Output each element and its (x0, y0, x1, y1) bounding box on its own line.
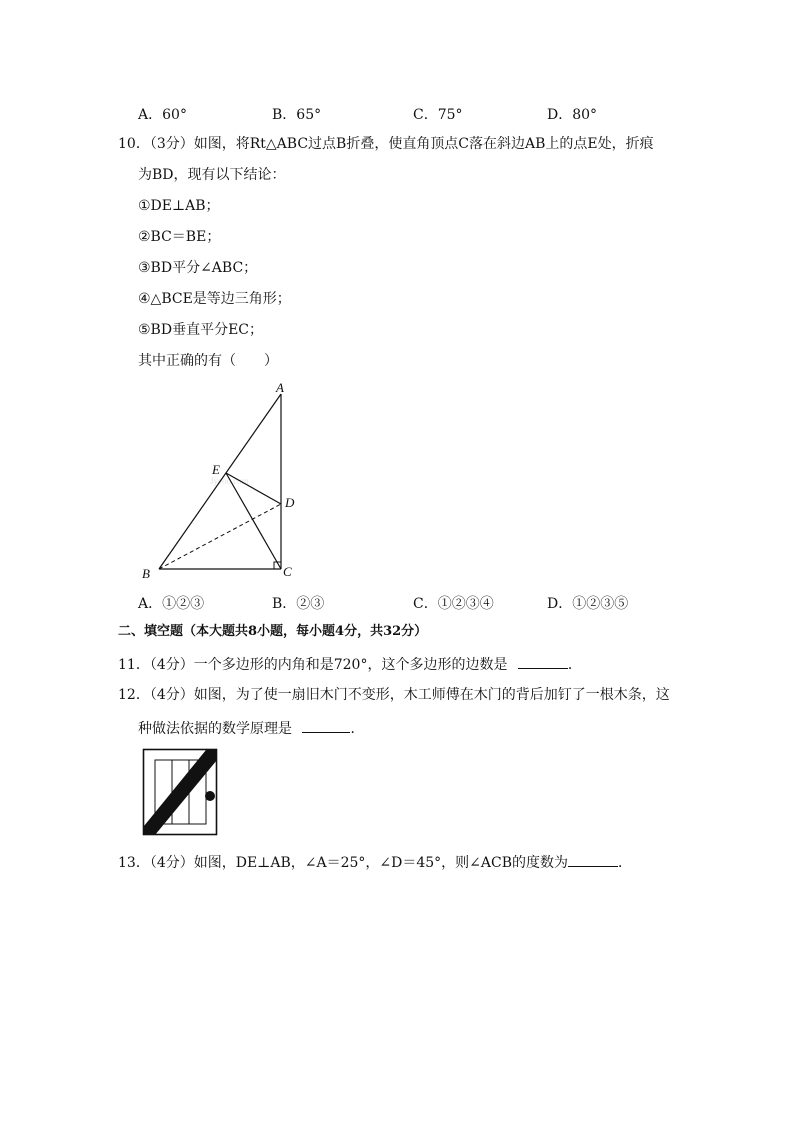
q10-statement-3: ③BD平分∠ABC； (138, 260, 258, 276)
choice-text: 65° (296, 107, 322, 123)
q12-end: ． (350, 721, 365, 737)
choice-letter: D． (547, 107, 573, 123)
q12-line2 (138, 718, 364, 738)
choice-letter: A． (138, 107, 163, 123)
choice-text: ②③ (296, 596, 325, 612)
q10-choices (0, 593, 794, 611)
q9-choices (0, 104, 794, 122)
segment-ec (226, 473, 281, 569)
q9-choice-b (272, 104, 321, 124)
q13-answer-blank[interactable] (568, 852, 618, 867)
q12-door-figure (142, 748, 222, 838)
q13 (118, 852, 632, 872)
q10-choice-c (413, 593, 494, 613)
q12-line1: 12．（4分）如图，为了使一扇旧木门不变形，木工师傅在木门的背后加钉了一根木条，这 (118, 687, 670, 703)
q10-statement-1: ①DE⊥AB； (138, 198, 220, 214)
label-c: C (283, 564, 292, 579)
choice-letter: C． (413, 107, 438, 123)
q11-answer-blank[interactable] (518, 654, 568, 669)
choice-text: 75° (437, 107, 463, 123)
q10-statement-2: ②BC＝BE； (138, 229, 221, 245)
q10-line1: 10．（3分）如图，将Rt△ABC过点B折叠，使直角顶点C落在斜边AB上的点E处，折痕 (118, 136, 654, 152)
section-heading: 二、填空题（本大题共8小题，每小题4分，共32分） (118, 624, 428, 639)
q9-choice-c (413, 104, 463, 124)
q10-prompt: 其中正确的有（ ） (138, 353, 278, 369)
choice-text: 60° (162, 107, 187, 123)
q13-end: ． (618, 855, 632, 871)
label-a: A (276, 380, 284, 395)
choice-letter: D． (547, 596, 573, 612)
watermark: Jyeoo.com (210, 476, 249, 486)
choice-letter: B． (272, 596, 297, 612)
choice-text: ①②③⑤ (572, 596, 629, 612)
choice-letter: B． (272, 107, 297, 123)
q10-choice-a (138, 593, 204, 613)
choice-letter: C． (413, 596, 438, 612)
q13-text: 13．（4分）如图，DE⊥AB，∠A＝25°，∠D＝45°，则∠ACB的度数为 (118, 855, 568, 871)
q11 (118, 654, 582, 674)
q10-statement-4: ④△BCE是等边三角形； (138, 291, 291, 307)
q10-choice-b (272, 593, 324, 613)
q10-statement-5: ⑤BD垂直平分EC； (138, 322, 263, 338)
q10-choice-d (547, 593, 628, 613)
label-d: D (285, 495, 295, 510)
q11-text: 11．（4分）一个多边形的内角和是720°，这个多边形的边数是 (118, 657, 508, 673)
q11-end: ． (567, 657, 582, 673)
q10-triangle-figure (130, 378, 310, 583)
q9-choice-d (547, 104, 597, 124)
door-knob (205, 791, 215, 801)
choice-text: ①②③④ (437, 596, 494, 612)
choice-letter: A． (138, 596, 163, 612)
q9-choice-a (138, 104, 187, 124)
choice-text: ①②③ (162, 596, 205, 612)
q12-text: 种做法依据的数学原理是 (138, 721, 292, 737)
q10-line2: 为BD，现有以下结论： (138, 167, 286, 183)
label-b: B (142, 566, 150, 581)
label-e: E (212, 462, 220, 477)
choice-text: 80° (572, 107, 598, 123)
q12-answer-blank[interactable] (302, 718, 350, 733)
side-ab (159, 394, 281, 569)
